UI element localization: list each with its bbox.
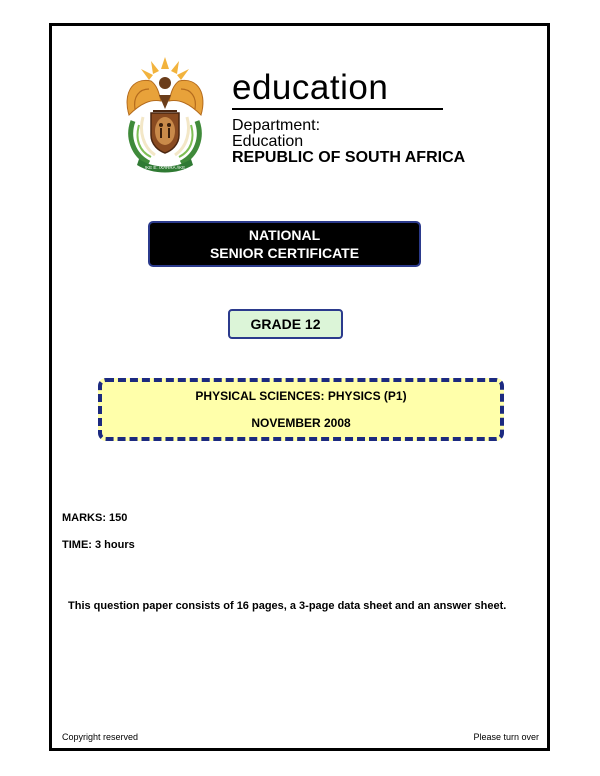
coat-of-arms-icon xyxy=(121,55,209,173)
subject-title: PHYSICAL SCIENCES: PHYSICS (P1) xyxy=(195,389,407,403)
grade-badge: GRADE 12 xyxy=(228,309,343,339)
education-wordmark: education xyxy=(232,68,389,107)
country-name: REPUBLIC OF SOUTH AFRICA xyxy=(232,149,466,166)
certificate-line-2: SENIOR CERTIFICATE xyxy=(209,245,360,261)
svg-text:!KE E: /XARRA //KE: !KE E: /XARRA //KE xyxy=(144,165,186,170)
certificate-banner xyxy=(148,221,421,267)
paper-contents-note: This question paper consists of 16 pages, a 3-page data sheet and an answer sheet. xyxy=(68,600,507,612)
turn-over-footer: Please turn over xyxy=(473,732,539,742)
wordmark-underline xyxy=(232,108,443,110)
marks-info: MARKS: 150 xyxy=(62,512,128,524)
department-name: Education xyxy=(232,133,304,150)
subject-panel xyxy=(98,378,504,441)
copyright-footer: Copyright reserved xyxy=(62,732,139,742)
department-label: Department: xyxy=(232,117,321,134)
exam-date: NOVEMBER 2008 xyxy=(251,416,351,430)
time-info: TIME: 3 hours xyxy=(62,539,135,551)
certificate-line-1: NATIONAL xyxy=(248,227,321,243)
